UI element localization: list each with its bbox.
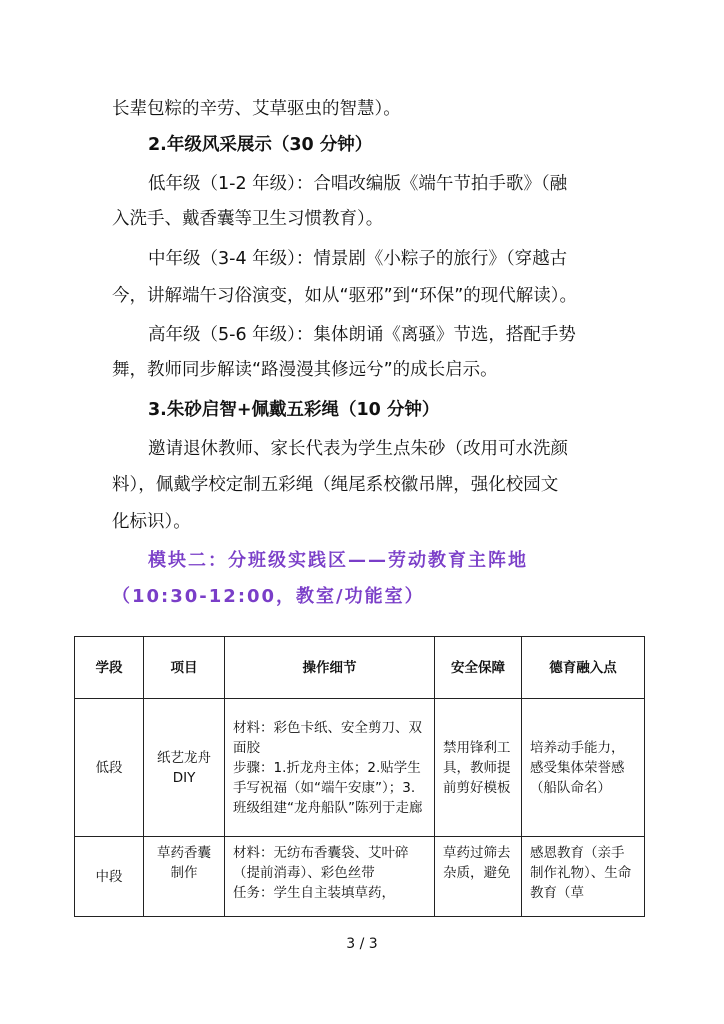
mid-grade-line-2: 今，讲解端午习俗演变，如从“驱邪”到“环保”的现代解读）。 — [112, 286, 578, 306]
section-heading-3: 3.朱砂启智+佩戴五彩绳（10 分钟） — [148, 400, 440, 420]
table-header-row — [75, 637, 645, 699]
header-safety: 安全保障 — [435, 637, 522, 699]
table-row — [75, 837, 645, 917]
header-moral: 德育融入点 — [522, 637, 645, 699]
cell-project: 草药香囊制作 — [144, 837, 225, 917]
cell-details: 材料：无纺布香囊袋、艾叶碎（提前消毒）、彩色丝带 任务：学生自主装填草药， — [225, 837, 435, 917]
high-grade-line-2: 舞，教师同步解读“路漫漫其修远兮”的成长启示。 — [112, 360, 498, 380]
cell-safety: 草药过筛去杂质，避免 — [435, 837, 522, 917]
page-number: 3 / 3 — [346, 936, 378, 952]
cell-stage: 中段 — [75, 837, 144, 917]
module-title-1: 模块二：分班级实践区——劳动教育主阵地 — [148, 550, 528, 571]
high-grade-line-1: 高年级（5-6 年级）：集体朗诵《离骚》节选，搭配手势 — [148, 325, 576, 345]
low-grade-line-1: 低年级（1-2 年级）：合唱改编版《端午节拍手歌》（融 — [148, 174, 568, 194]
curriculum-table — [74, 636, 645, 917]
low-grade-line-2: 入洗手、戴香囊等卫生习惯教育）。 — [112, 209, 384, 229]
invite-line-1: 邀请退休教师、家长代表为学生点朱砂（改用可水洗颜 — [148, 439, 568, 459]
cell-project: 纸艺龙舟 DIY — [144, 699, 225, 837]
cell-stage: 低段 — [75, 699, 144, 837]
cell-moral: 培养动手能力，感受集体荣誉感（船队命名） — [522, 699, 645, 837]
module-title-2: （10:30-12:00，教室/功能室） — [112, 586, 425, 607]
header-stage: 学段 — [75, 637, 144, 699]
line-p1: 长辈包粽的辛劳、艾草驱虫的智慧）。 — [112, 99, 401, 119]
cell-details: 材料：彩色卡纸、安全剪刀、双面胶 步骤：1.折龙舟主体；2.贴学生手写祝福（如“端午安康”）；3.班级组建“龙舟船队”陈列于走廊 — [225, 699, 435, 837]
header-details: 操作细节 — [225, 637, 435, 699]
cell-safety: 禁用锋利工具，教师提前剪好模板 — [435, 699, 522, 837]
header-project: 项目 — [144, 637, 225, 699]
section-heading-2: 2.年级风采展示（30 分钟） — [148, 135, 373, 155]
invite-line-2: 料），佩戴学校定制五彩绳（绳尾系校徽吊牌，强化校园文 — [112, 475, 559, 495]
invite-line-3: 化标识）。 — [112, 512, 191, 532]
table-row — [75, 699, 645, 837]
mid-grade-line-1: 中年级（3-4 年级）：情景剧《小粽子的旅行》（穿越古 — [148, 249, 568, 269]
cell-moral: 感恩教育（亲手制作礼物）、生命教育（草 — [522, 837, 645, 917]
